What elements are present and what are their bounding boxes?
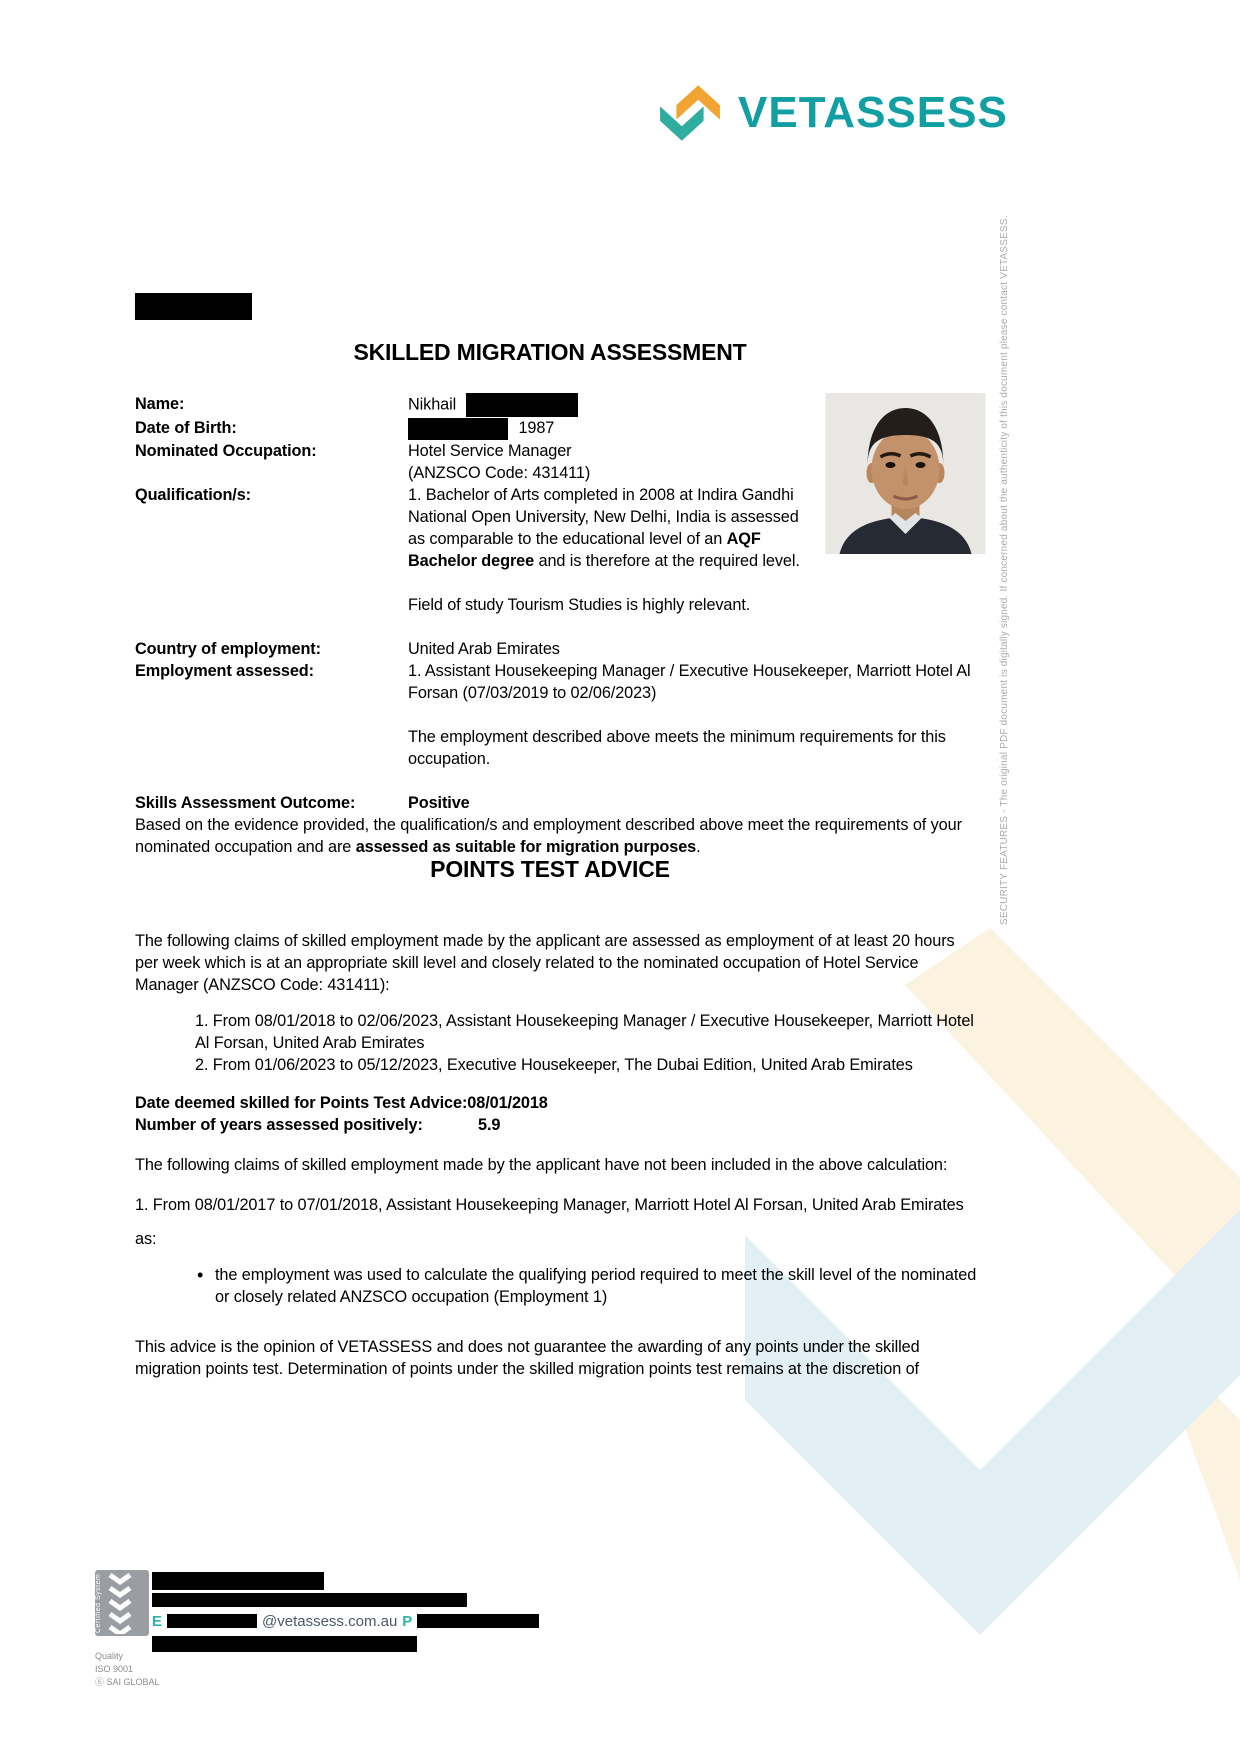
- field-row-outcome: [135, 792, 980, 814]
- points-test-section: [135, 855, 980, 1380]
- qualification-value: [408, 484, 820, 572]
- outcome-label: Skills Assessment Outcome:: [135, 793, 356, 812]
- years-label: Number of years assessed positively:: [135, 1116, 423, 1134]
- field-of-study: Field of study Tourism Studies is highly relevant.: [408, 595, 751, 614]
- certification-chevrons-icon: [107, 1572, 133, 1634]
- field-row-dob: [135, 417, 980, 440]
- field-row-employment: [135, 660, 980, 704]
- qualification-text-2: and is therefore at the required level.: [534, 551, 800, 570]
- email-domain: @vetassess.com.au: [262, 1612, 398, 1630]
- vetassess-logo-icon: [656, 80, 724, 146]
- country-label: Country of employment:: [135, 639, 321, 658]
- redacted-footer-line-1: [152, 1572, 324, 1590]
- field-row-employment-note: [135, 726, 980, 770]
- anzsco-code: (ANZSCO Code: 431411): [408, 463, 591, 482]
- points-test-title: POINTS TEST ADVICE: [430, 856, 670, 882]
- country-value: United Arab Emirates: [408, 639, 560, 658]
- years-line: [135, 1114, 980, 1136]
- points-summary-lines: [135, 1092, 980, 1136]
- anzsco-spacer: [135, 462, 408, 484]
- vetassess-wordmark: VETASSESS: [738, 88, 1008, 137]
- assessment-section: [135, 338, 980, 858]
- redacted-email-local-bar: [167, 1614, 257, 1628]
- excluded-intro: The following claims of skilled employment made by the applicant have not been included in the above calculation:: [135, 1156, 948, 1174]
- excluded-reason-text: • the employment was used to calculate the qualifying period required to meet the skill level of the nominated or closely related ANZSCO occupation (Employment 1): [215, 1266, 977, 1306]
- claim-item-1: 1. From 08/01/2018 to 02/06/2023, Assistant Housekeeping Manager / Executive Housekeeper, Marriott Hotel Al Forsan, United Arab Emirates: [195, 1012, 974, 1052]
- dob-year: 1987: [518, 419, 555, 437]
- field-row-field-of-study: [135, 594, 980, 616]
- field-row-qualification: [135, 484, 980, 572]
- occupation-label: Nominated Occupation:: [135, 441, 317, 460]
- occupation-value: Hotel Service Manager: [408, 441, 572, 460]
- summary-bold: assessed as suitable for migration purposes: [355, 837, 697, 856]
- field-row-country: [135, 638, 980, 660]
- redacted-footer-line-4: [152, 1636, 417, 1652]
- certification-caption: [95, 1650, 160, 1689]
- redacted-surname-bar: [466, 393, 578, 417]
- redacted-footer-line-2: [152, 1593, 467, 1607]
- vetassess-logo: [656, 80, 1008, 146]
- qualification-label: Qualification/s:: [135, 485, 252, 504]
- name-label: Name:: [135, 395, 185, 413]
- assessment-summary: [135, 814, 980, 858]
- security-features-text: SECURITY FEATURES - The original PDF document is digitally signed. If concerned about the authenticity of this document please contact VETASSESS.: [999, 215, 1010, 925]
- redacted-dob-bar: [408, 418, 508, 440]
- name-first: Nikhail: [408, 395, 457, 414]
- date-deemed-line: [135, 1092, 980, 1114]
- field-row-anzsco: [135, 462, 980, 484]
- field-of-study-spacer: [135, 594, 408, 616]
- date-deemed-value: 08/01/2018: [467, 1094, 548, 1112]
- dob-value: [408, 417, 980, 440]
- dob-label: Date of Birth:: [135, 419, 237, 437]
- employment-note-spacer: [135, 726, 408, 770]
- footer-email-phone-line: [152, 1612, 539, 1630]
- iso-certification-badge: [95, 1570, 149, 1636]
- qualification-text-1: 1. Bachelor of Arts completed in 2008 at Indira Gandhi National Open University, New Delhi, India is assessed as comparable to the educational level of an: [408, 485, 799, 548]
- employment-note: The employment described above meets the minimum requirements for this occupation.: [408, 727, 946, 768]
- certification-sai-global-label: Ⓢ SAI GLOBAL: [95, 1677, 160, 1687]
- assessment-title: SKILLED MIGRATION ASSESSMENT: [353, 339, 747, 365]
- certification-quality-label: Quality: [95, 1651, 124, 1661]
- field-row-occupation: [135, 440, 980, 462]
- summary-text-1: Based on the evidence provided, the qualification/s and employment described above meet the requirements of your nominated occupation and are: [135, 815, 962, 856]
- email-label: E: [152, 1612, 163, 1630]
- years-value: 5.9: [478, 1116, 501, 1134]
- date-deemed-label: Date deemed skilled for Points Test Advice:: [135, 1094, 468, 1112]
- excluded-claim: 1. From 08/01/2017 to 07/01/2018, Assistant Housekeeping Manager, Marriott Hotel Al Forsan, United Arab Emirates: [135, 1196, 964, 1214]
- claim-item-2: 2. From 01/06/2023 to 05/12/2023, Executive Housekeeper, The Dubai Edition, United Arab Emirates: [195, 1056, 913, 1074]
- summary-text-2: .: [696, 837, 701, 856]
- disclaimer-paragraph: This advice is the opinion of VETASSESS and does not guarantee the awarding of any points under the skilled migration points test. Determination of points under the skilled migration points test remains at the discretion of: [135, 1338, 920, 1378]
- redacted-phone-bar: [417, 1614, 539, 1628]
- qualification-bold: AQF Bachelor degree: [408, 529, 761, 570]
- employment-label: Employment assessed:: [135, 661, 314, 680]
- footer: [95, 1568, 715, 1708]
- certified-system-label: Certified System: [95, 1573, 102, 1633]
- redacted-reference-bar: [135, 293, 252, 320]
- phone-label: P: [402, 1612, 413, 1630]
- field-row-name: [135, 393, 980, 417]
- employment-value: 1. Assistant Housekeeping Manager / Executive Housekeeper, Marriott Hotel Al Forsan (07/03/2019 to 02/06/2023): [408, 661, 971, 702]
- points-test-intro: The following claims of skilled employment made by the applicant are assessed as employment of at least 20 hours per week which is at an appropriate skill level and closely related to the nominated occupation of Hotel Service Manager (ANZSCO Code: 431411):: [135, 932, 955, 994]
- as-label: as:: [135, 1230, 157, 1248]
- outcome-value: Positive: [408, 793, 470, 812]
- claims-list: [135, 1010, 980, 1076]
- name-value: [408, 393, 980, 417]
- certification-iso-label: ISO 9001: [95, 1664, 134, 1674]
- excluded-reason-bullet: [135, 1264, 980, 1308]
